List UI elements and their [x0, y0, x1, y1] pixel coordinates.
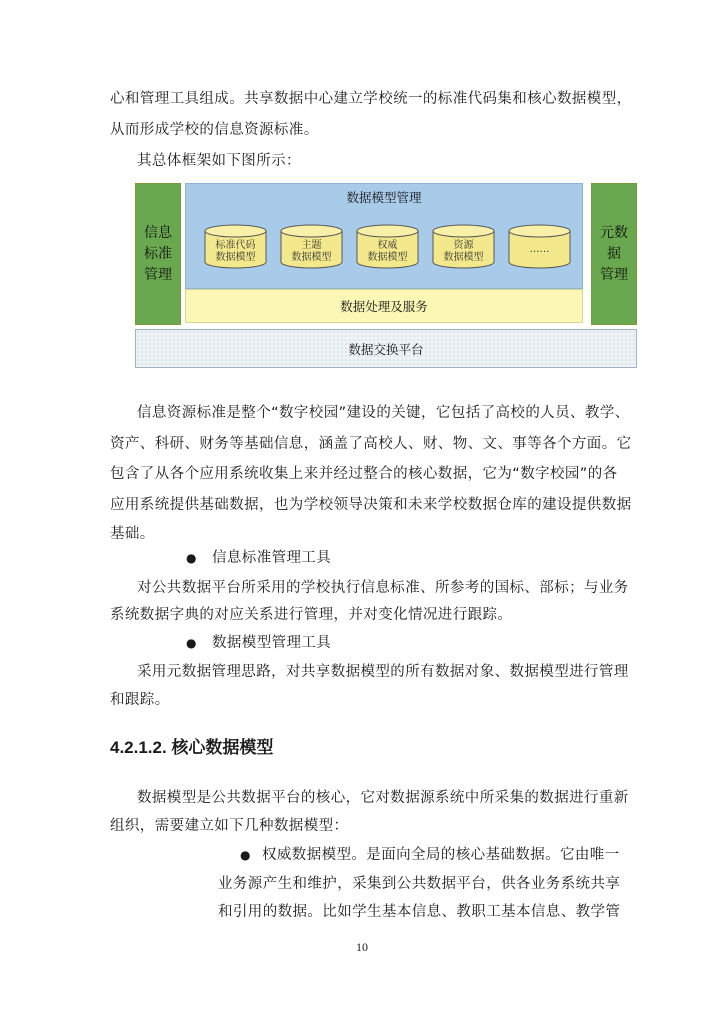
paragraph-line: 信息资源标准是整个“数字校园”建设的关键，它包括了高校的人员、教学、	[137, 405, 630, 421]
data-exchange-platform-band: 数据交换平台	[135, 329, 637, 368]
paragraph-line: 组织，需要建立如下几种数据模型：	[110, 818, 349, 834]
paragraph-line: 对公共数据平台所采用的学校执行信息标准、所参考的国标、部标；与业务	[137, 580, 629, 596]
paragraph-line: 基础。	[110, 526, 155, 542]
metadata-mgmt-box	[591, 183, 637, 325]
bullet-text: 业务源产生和维护，采集到公共数据平台，供各业务系统共享	[218, 876, 621, 892]
cylinder-ellipsis: ……	[508, 224, 571, 269]
paragraph-line: 和跟踪。	[110, 692, 170, 708]
cylinder-topic-model: 主题 数据模型	[280, 224, 343, 269]
framework-diagram	[135, 183, 637, 368]
paragraph-line: 系统数据字典的对应关系进行管理，并对变化情况进行跟踪。	[110, 607, 513, 623]
paragraph-line: 包含了从各个应用系统收集上来并经过整合的核心数据，它为“数字校园”的各	[110, 466, 618, 482]
paragraph-line: 应用系统提供基础数据，也为学校领导决策和未来学校数据仓库的建设提供数据	[110, 497, 632, 513]
data-model-mgmt-title: 数据模型管理	[346, 190, 422, 205]
info-standard-mgmt-box	[135, 183, 181, 325]
data-processing-band: 数据处理及服务	[185, 289, 583, 323]
cylinder-standard-code-model: 标准代码 数据模型	[204, 224, 267, 269]
metadata-mgmt-label: 元数 据 管理	[600, 224, 628, 283]
bullet-text: 和引用的数据。比如学生基本信息、教职工基本信息、教学管	[218, 904, 621, 920]
bullet-icon: ●	[186, 551, 197, 565]
bullet-text: 信息标准管理工具	[212, 550, 332, 566]
bullet-text: 权威数据模型。是面向全局的核心基础数据。它由唯一	[262, 847, 620, 863]
bullet-text: 数据模型管理工具	[212, 635, 332, 651]
paragraph-line: 从而形成学校的信息资源标准。	[110, 122, 319, 138]
diagram-intro: 其总体框架如下图所示：	[137, 153, 301, 169]
section-heading: 4.2.1.2. 核心数据模型	[110, 738, 274, 757]
info-standard-mgmt-label: 信息 标准 管理	[144, 224, 172, 283]
data-model-mgmt-panel	[185, 183, 583, 289]
bullet-icon: ●	[240, 848, 251, 862]
cylinder-resource-model: 资源 数据模型	[432, 224, 495, 269]
cylinder-authority-model: 权威 数据模型	[356, 224, 419, 269]
paragraph-line: 采用元数据管理思路，对共享数据模型的所有数据对象、数据模型进行管理	[137, 664, 629, 680]
paragraph-line: 心和管理工具组成。共享数据中心建立学校统一的标准代码集和核心数据模型，	[110, 91, 632, 107]
paragraph-line: 资产、科研、财务等基础信息，涵盖了高校人、财、物、文、事等各个方面。它	[110, 436, 632, 452]
page-number: 10	[356, 940, 368, 954]
bullet-icon: ●	[186, 636, 197, 650]
paragraph-line: 数据模型是公共数据平台的核心，它对数据源系统中所采集的数据进行重新	[137, 790, 629, 806]
